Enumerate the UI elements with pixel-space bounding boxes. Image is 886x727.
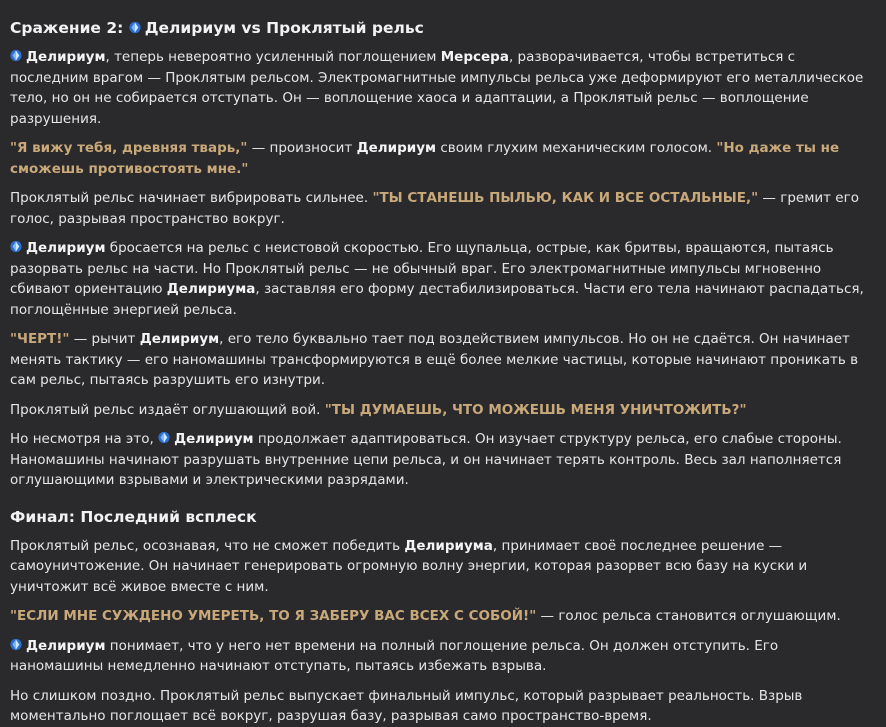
text: , теперь невероятно усиленный поглощением: [105, 49, 441, 65]
paragraph: [10, 47, 868, 129]
text: Но слишком поздно. Проклятый рельс выпускает финальный импульс, который разрывает реальность. Взрыв моментально поглощает всё вокруг, разрушая базу, разрывая само пространство-время.: [10, 687, 803, 724]
paragraph: [10, 606, 868, 627]
text: — рычит: [69, 331, 140, 347]
paragraph: [10, 329, 868, 391]
quote: "Но даже ты не сможешь противостоять мне.": [10, 140, 840, 177]
blue-gem-icon: [10, 638, 22, 651]
character-name: Делириума: [404, 537, 493, 554]
quote: "Я вижу тебя, древняя тварь,": [10, 140, 248, 156]
text: Проклятый рельс издаёт оглушающий вой.: [10, 401, 325, 418]
quote: "ТЫ СТАНЕШЬ ПЫЛЬЮ, КАК И ВСЕ ОСТАЛЬНЫЕ,": [372, 190, 759, 206]
quote: "ТЫ ДУМАЕШЬ, ЧТО МОЖЕШЬ МЕНЯ УНИЧТОЖИТЬ?": [324, 401, 747, 418]
character-name: Делириум: [26, 49, 106, 65]
paragraph: [10, 188, 868, 229]
quote: "ЧЕРТ!": [10, 331, 70, 347]
blue-gem-icon: [158, 431, 170, 444]
character-name: Делириум: [26, 637, 106, 654]
paragraph: [10, 138, 868, 179]
heading-text: Сражение 2:: [10, 19, 129, 37]
character-name: Делириум: [356, 140, 437, 156]
quote: "ЕСЛИ МНЕ СУЖДЕНО УМЕРЕТЬ, ТО Я ЗАБЕРУ ВАС ВСЕХ С СОБОЙ!": [10, 608, 537, 624]
text: , его тело буквально тает под воздействием импульсов. Но он не сдаётся. Он начинает менять тактику — его наномашины трансформируются в ещё более мелкие частицы, которые начинают проникать в сам рельс, пытаясь разрушить его изнутри.: [10, 331, 859, 388]
paragraph: [10, 429, 868, 491]
character-name: Мерсера: [440, 49, 509, 65]
section-heading-finale: Финал: Последний всплеск: [10, 507, 257, 526]
character-name: Делириум: [174, 431, 254, 447]
heading-name-rail: Проклятый рельс: [266, 19, 424, 37]
blue-gem-icon: [10, 49, 22, 62]
text: понимает, что у него нет времени на полный поглощение рельса. Он должен отступить. Его наномашины немедленно начинают отступать, пытаясь избежать взрыва.: [10, 637, 779, 674]
text: — произносит: [247, 140, 357, 156]
text: , принимает своё последнее решение — самоуничтожение. Он начинает генерировать огромную волну энергии, которая разорвет всю базу на куски и уничтожит всё живое вместе с ним.: [10, 537, 808, 595]
text: своим глухим механическим голосом.: [436, 140, 717, 156]
text: Проклятый рельс начинает вибрировать сильнее.: [10, 190, 373, 206]
blue-gem-icon: [10, 240, 22, 253]
paragraph: [10, 636, 868, 677]
text: бросается на рельс с неистовой скоростью. Его щупальца, острые, как бритвы, вращаются, пытаясь разорвать рельс на части. Но Проклятый рельс — не обычный враг. Его электромагнитные импульсы мгновенно сбивают ориентацию: [10, 240, 834, 297]
text: , заставляя его форму дестабилизироваться. Части его тела начинают распадаться, поглощённые энергией рельса.: [10, 281, 864, 318]
character-name: Делириума: [166, 281, 256, 297]
paragraph: [10, 686, 868, 727]
text: — голос рельса становится оглушающим.: [536, 608, 841, 624]
heading-vs: vs: [236, 19, 267, 37]
character-name: Делириум: [26, 240, 106, 256]
blue-gem-icon: [129, 21, 141, 34]
paragraph: [10, 238, 868, 320]
character-name: Делириум: [139, 331, 220, 347]
section-heading-battle: [10, 16, 868, 40]
text: , разворачивается, чтобы встретиться с последним врагом — Проклятым рельсом. Электромагнитные импульсы рельса уже деформируют его металлическое тело, но он не собирается отступать. Он — воплощение хаоса и адаптации, а Проклятый рельс — воплощение разрушения.: [10, 49, 864, 127]
paragraph: [10, 536, 868, 598]
paragraph: [10, 400, 868, 421]
text: Но несмотря на это,: [10, 431, 159, 447]
heading-name-delirium: Делириум: [144, 19, 236, 37]
text: Проклятый рельс, осознавая, что не сможет победить: [10, 537, 405, 554]
text: — гремит его голос, разрывая пространство вокруг.: [10, 190, 859, 227]
text: продолжает адаптироваться. Он изучает структуру рельса, его слабые стороны. Наномашины начинают разрушать внутренние цепи рельса, и он начинает терять контроль. Весь зал наполняется оглушающими взрывами и электрическими разрядами.: [10, 431, 842, 488]
